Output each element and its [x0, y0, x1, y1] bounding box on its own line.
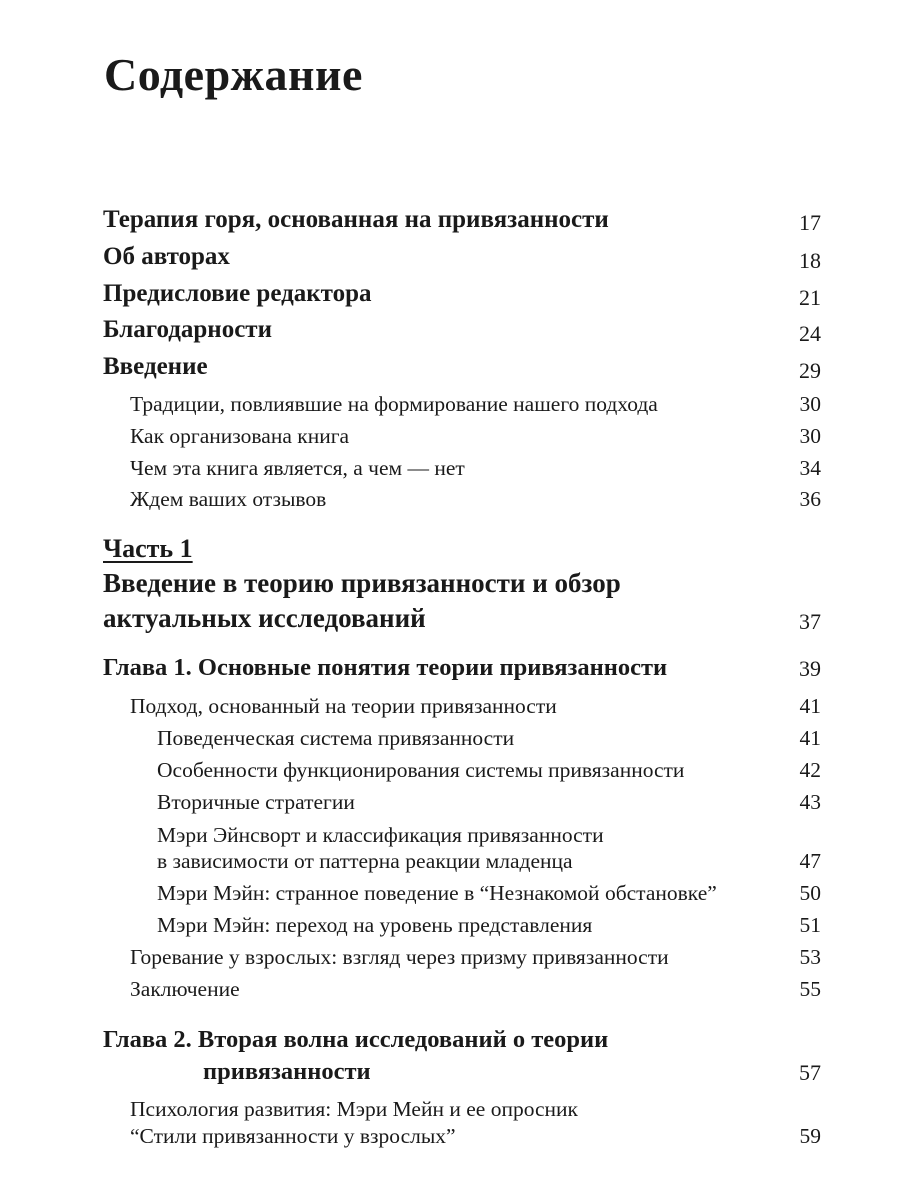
toc-subentry-label: Мэри Мэйн: странное поведение в “Незнакомой обстановке” [157, 881, 717, 905]
toc-subentry-label: Как организована книга [130, 424, 350, 448]
toc-subentry-label: Чем эта книга является, а чем — нет [130, 456, 465, 480]
part-title-line2: актуальных исследований [103, 603, 426, 633]
toc-subentry-page: 55 [799, 977, 821, 1001]
toc-subentry-page: 42 [799, 758, 821, 782]
page-title: Содержание [104, 49, 363, 100]
toc-subentry-label-line1: Психология развития: Мэри Мейн и ее опросник [130, 1097, 578, 1121]
chapter-title: Глава 1. Основные понятия теории привязанности [103, 654, 668, 681]
toc-subentry-label: Заключение [130, 977, 240, 1001]
toc-subentry-label-line2: в зависимости от паттерна реакции младенца [157, 849, 573, 873]
toc-subentry-page: 30 [799, 392, 821, 416]
chapter-page: 39 [799, 656, 821, 681]
toc-subentry-page: 47 [799, 849, 821, 873]
part-page: 37 [799, 609, 821, 634]
toc-subentry-label-line1: Мэри Эйнсворт и классификация привязанности [157, 823, 604, 847]
chapter-title-line1: Глава 2. Вторая волна исследований о теории [103, 1026, 609, 1053]
toc-subentry-label: Ждем ваших отзывов [130, 487, 327, 511]
toc-entry-page: 17 [799, 210, 821, 235]
part-label: Часть 1 [103, 534, 193, 563]
toc-subentry-label: Горевание у взрослых: взгляд через призму привязанности [130, 945, 669, 969]
toc-subentry-label: Подход, основанный на теории привязанности [130, 694, 557, 718]
toc-subentry-page: 41 [799, 694, 821, 718]
toc-subentry-page: 30 [799, 424, 821, 448]
toc-entry-label: Введение [103, 353, 208, 380]
toc-entry-label: Благодарности [103, 316, 272, 343]
toc-subentry-page: 51 [799, 913, 821, 937]
toc-entry-page: 24 [799, 321, 821, 346]
toc-entry-page: 21 [799, 285, 821, 310]
toc-entry-label: Терапия горя, основанная на привязанности [103, 206, 609, 233]
toc-subentry-label: Вторичные стратегии [157, 790, 355, 814]
toc-entry-page: 18 [799, 248, 821, 273]
toc-entry-label: Об авторах [103, 243, 230, 270]
toc-entry-page: 29 [799, 358, 821, 383]
toc-subentry-label: Мэри Мэйн: переход на уровень представления [157, 913, 593, 937]
toc-subentry-label: Особенности функционирования системы привязанности [157, 758, 685, 782]
chapter-title-line2: привязанности [203, 1058, 371, 1085]
chapter-page: 57 [799, 1060, 821, 1085]
part-title-line1: Введение в теорию привязанности и обзор [103, 568, 621, 598]
toc-subentry-page: 36 [799, 487, 821, 511]
toc-subentry-page: 59 [799, 1124, 821, 1148]
toc-subentry-page: 43 [799, 790, 821, 814]
toc-subentry-page: 53 [799, 945, 821, 969]
toc-entry-label: Предисловие редактора [103, 280, 372, 307]
toc-subentry-label: Традиции, повлиявшие на формирование нашего подхода [130, 392, 658, 416]
toc-subentry-label-line2: “Стили привязанности у взрослых” [130, 1124, 456, 1148]
toc-subentry-page: 41 [799, 726, 821, 750]
toc-subentry-label: Поведенческая система привязанности [157, 726, 515, 750]
toc-subentry-page: 34 [799, 456, 821, 480]
toc-subentry-page: 50 [799, 881, 821, 905]
